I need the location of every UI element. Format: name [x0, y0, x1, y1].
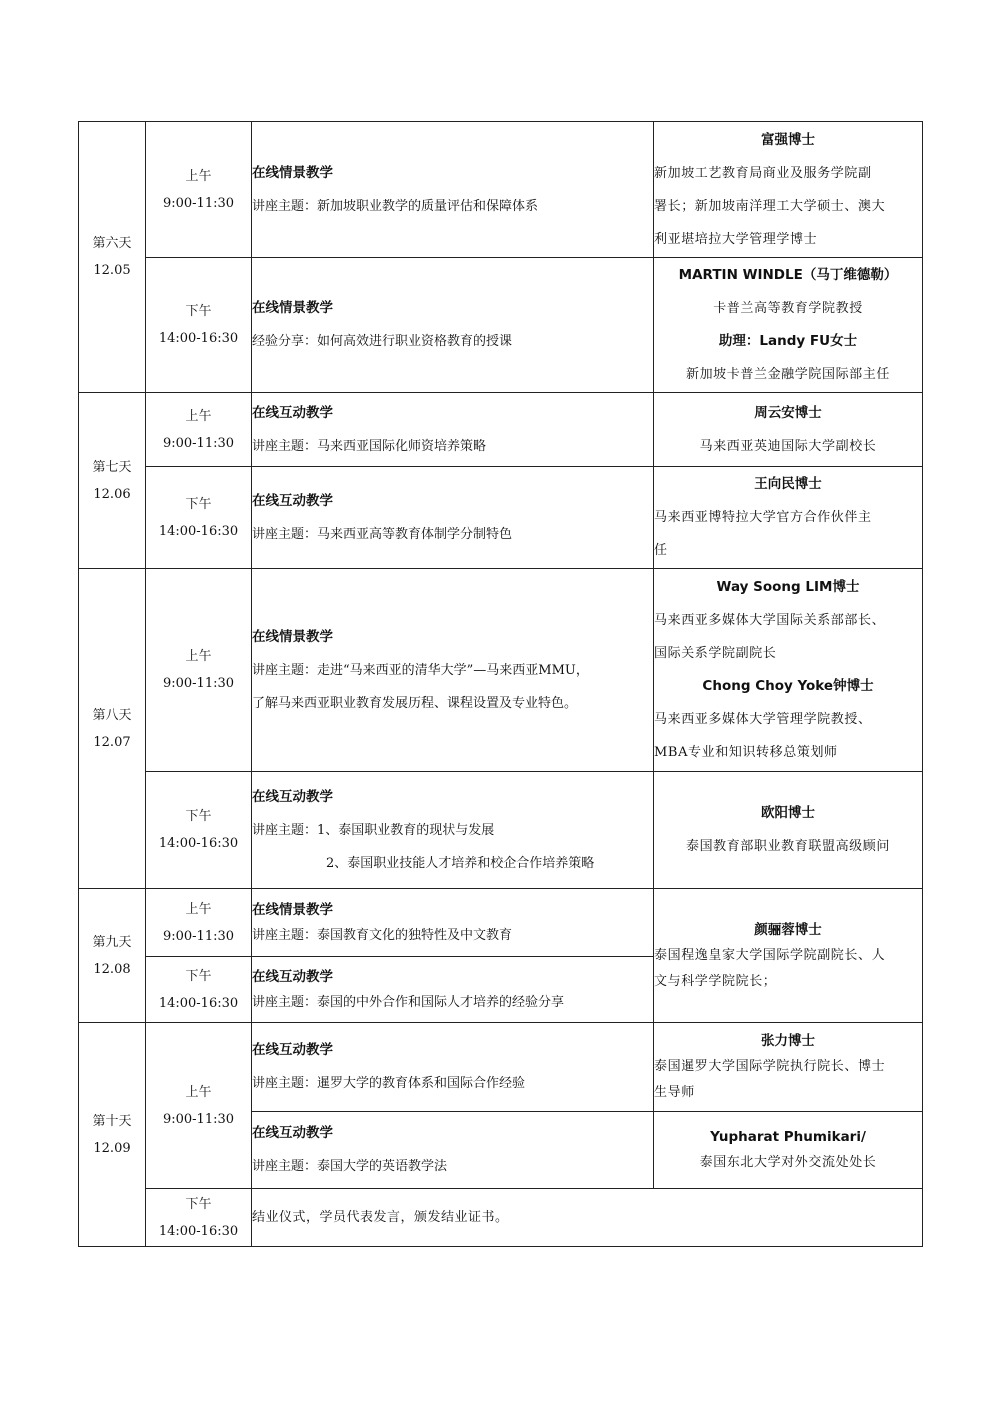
speaker-desc: 泰国东北大学对外交流处处长: [699, 1155, 877, 1170]
speaker-desc: 利亚堪培拉大学管理学博士: [654, 231, 818, 247]
session-content: [252, 569, 654, 772]
time-label: 下午: [185, 809, 212, 824]
table-row: [79, 122, 923, 258]
speaker-cell: [654, 258, 923, 393]
day-date: 12.05: [93, 263, 131, 278]
lecture-topic: 讲座主题：暹罗大学的教育体系和国际合作经验: [252, 1076, 526, 1091]
table-row: [79, 772, 923, 889]
speaker-cell: [654, 1023, 923, 1112]
time-range: 9:00-11:30: [162, 435, 235, 451]
speaker-name: MARTIN WINDLE（马丁维德勒）: [678, 267, 898, 283]
table-row: [79, 569, 923, 772]
lecture-topic-item-2: 2、泰国职业技能人才培养和校企合作培养策略: [326, 855, 595, 871]
session-content: [252, 393, 654, 467]
time-cell: [146, 889, 252, 957]
time-label: 上午: [185, 168, 212, 184]
lecture-topic: 讲座主题：马来西亚高等教育体制学分制特色: [252, 526, 513, 542]
table-row: [79, 258, 923, 393]
table-row: [79, 1023, 923, 1112]
time-label: 下午: [185, 496, 212, 512]
speaker-desc: 新加坡工艺教育局商业及服务学院副: [654, 165, 872, 181]
teaching-mode: 在线情景教学: [252, 628, 333, 645]
day-cell: [79, 889, 146, 1023]
assistant-desc: 新加坡卡普兰金融学院国际部主任: [685, 367, 890, 382]
day-label: 第六天: [92, 236, 132, 251]
day-date: 12.06: [93, 486, 131, 502]
time-label: 下午: [185, 968, 212, 984]
speaker-desc: 国际关系学院副院长: [654, 646, 777, 661]
time-label: 下午: [185, 304, 212, 319]
speaker-name: 张力博士: [761, 1033, 815, 1049]
time-range: 14:00-16:30: [158, 995, 239, 1011]
time-range: 9:00-11:30: [162, 195, 235, 211]
teaching-mode: 在线互动教学: [252, 968, 333, 985]
time-range: 14:00-16:30: [158, 836, 239, 851]
time-cell: [146, 258, 252, 393]
day-cell: [79, 569, 146, 889]
speaker-desc: 任: [654, 543, 668, 558]
speaker-desc: 卡普兰高等教育学院教授: [713, 301, 863, 316]
time-range: 9:00-11:30: [162, 928, 235, 944]
time-range: 14:00-16:30: [158, 331, 239, 346]
speaker-name: Way Soong LIM博士: [716, 579, 860, 595]
teaching-mode: 在线互动教学: [252, 1125, 333, 1141]
speaker-cell: [654, 569, 923, 772]
speaker-cell: [654, 889, 923, 1023]
time-label: 上午: [185, 649, 212, 664]
lecture-topic-cont: 了解马来西亚职业教育发展历程、课程设置及专业特色。: [252, 695, 578, 711]
table-row: [79, 1189, 923, 1247]
day-date: 12.09: [93, 1140, 131, 1156]
speaker-name: 欧阳博士: [761, 805, 815, 821]
session-content: [252, 467, 654, 569]
time-range: 14:00-16:30: [158, 1223, 239, 1239]
time-range: 9:00-11:30: [162, 676, 235, 691]
time-label: 上午: [185, 408, 212, 424]
teaching-mode: 在线情景教学: [252, 164, 333, 181]
lecture-topic: 讲座主题：泰国教育文化的独特性及中文教育: [252, 927, 513, 943]
day-date: 12.08: [93, 961, 131, 977]
session-content: [252, 889, 654, 957]
time-label: 上午: [185, 901, 212, 917]
teaching-mode: 在线互动教学: [252, 404, 333, 421]
lecture-topic: 讲座主题：1、泰国职业教育的现状与发展: [252, 822, 495, 838]
lecture-topic: 讲座主题：泰国的中外合作和国际人才培养的经验分享: [252, 994, 565, 1010]
day-label: 第九天: [92, 934, 132, 950]
speaker-desc: 马来西亚英迪国际大学副校长: [699, 438, 877, 454]
day-label: 第十天: [92, 1113, 132, 1129]
speaker-cell: [654, 467, 923, 569]
speaker-desc: 马来西亚多媒体大学国际关系部部长、: [654, 613, 886, 628]
speaker-desc-2: 马来西亚多媒体大学管理学院教授、: [654, 712, 872, 727]
speaker-desc: 文与科学学院院长；: [654, 973, 777, 989]
speaker-name: 周云安博士: [754, 404, 822, 421]
teaching-mode: 在线互动教学: [252, 1042, 333, 1058]
speaker-cell: [654, 393, 923, 467]
session-content: [252, 772, 654, 889]
speaker-name: Yupharat Phumikari/: [710, 1129, 866, 1145]
session-content: [252, 122, 654, 258]
speaker-cell: [654, 122, 923, 258]
speaker-desc: 泰国程逸皇家大学国际学院副院长、人: [654, 947, 886, 963]
lecture-topic: 讲座主题：泰国大学的英语教学法: [252, 1159, 448, 1174]
lecture-topic: 讲座主题：新加坡职业教学的质量评估和保障体系: [252, 198, 539, 214]
time-range: 14:00-16:30: [158, 523, 239, 539]
speaker-desc: 生导师: [654, 1085, 695, 1100]
speaker-desc-2: MBA专业和知识转移总策划师: [654, 745, 838, 760]
speaker-desc: 泰国教育部职业教育联盟高级顾问: [685, 839, 890, 854]
speaker-name: 颜骊蓉博士: [754, 921, 822, 938]
time-label: 上午: [185, 1084, 212, 1100]
lecture-topic: 经验分享：如何高效进行职业资格教育的授课: [252, 334, 513, 349]
lecture-topic: 讲座主题：马来西亚国际化师资培养策略: [252, 438, 487, 454]
speaker-desc: 泰国暹罗大学国际学院执行院长、博士: [654, 1059, 886, 1074]
time-cell: [146, 1023, 252, 1189]
day-label: 第七天: [92, 459, 132, 475]
table-row: [79, 393, 923, 467]
teaching-mode: 在线互动教学: [252, 492, 333, 509]
closing-ceremony: 结业仪式，学员代表发言，颁发结业证书。: [252, 1189, 923, 1247]
teaching-mode: 在线情景教学: [252, 300, 333, 316]
time-cell: [146, 772, 252, 889]
speaker-name-2: Chong Choy Yoke钟博士: [702, 678, 874, 694]
session-content: [252, 957, 654, 1023]
time-cell: [146, 569, 252, 772]
day-cell: [79, 1023, 146, 1247]
day-date: 12.07: [93, 734, 131, 750]
teaching-mode: 在线互动教学: [252, 788, 333, 805]
time-cell: [146, 393, 252, 467]
session-content: [252, 1023, 654, 1112]
time-label: 下午: [185, 1196, 212, 1212]
day-cell: [79, 393, 146, 569]
day-label: 第八天: [92, 707, 132, 723]
time-range: 9:00-11:30: [162, 1111, 235, 1127]
assistant-name: 助理：Landy FU女士: [718, 333, 858, 349]
speaker-name: 王向民博士: [754, 476, 822, 492]
speaker-cell: [654, 772, 923, 889]
table-row: [79, 889, 923, 957]
time-cell: [146, 957, 252, 1023]
day-cell: [79, 122, 146, 393]
session-content: [252, 258, 654, 393]
teaching-mode: 在线情景教学: [252, 901, 333, 918]
table-row: [79, 467, 923, 569]
lecture-topic: 讲座主题：走进“马来西亚的清华大学”—马来西亚MMU，: [252, 662, 589, 678]
speaker-desc: 马来西亚博特拉大学官方合作伙伴主: [654, 510, 872, 525]
time-cell: [146, 122, 252, 258]
time-cell: [146, 1189, 252, 1247]
speaker-name: 富强博士: [761, 131, 815, 148]
speaker-desc: 署长；新加坡南洋理工大学硕士、澳大: [654, 198, 886, 214]
speaker-cell: [654, 1112, 923, 1189]
session-content: [252, 1112, 654, 1189]
time-cell: [146, 467, 252, 569]
schedule-table: [78, 121, 923, 1247]
